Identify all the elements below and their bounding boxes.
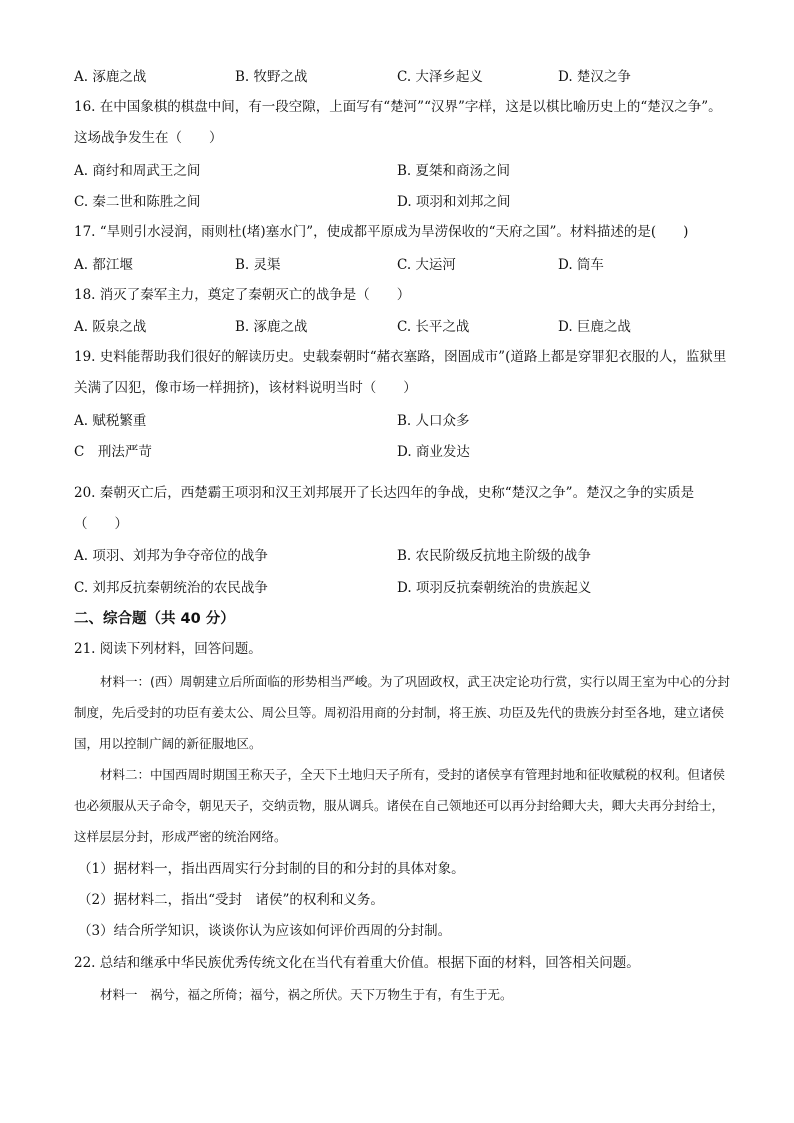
q22-material-1: 材料一 祸兮，福之所倚；福兮，祸之所伏。天下万物生于有，有生于无。 [100,987,513,1002]
q20-option-a: A. 项羽、刘邦为争夺帝位的战争 [74,548,268,564]
q15-option-a: A. 涿鹿之战 [74,69,147,85]
q18-stem: 18. 消灭了秦军主力，奠定了秦朝灭亡的战争是（ ） [74,287,411,303]
q21-subquestion-2: （2）据材料二，指出“受封 诸侯”的权利和义务。 [78,892,384,908]
q17-option-c: C. 大运河 [397,257,456,273]
q20-option-d: D. 项羽反抗秦朝统治的贵族起义 [397,580,592,596]
q18-option-d: D. 巨鹿之战 [558,319,631,335]
q16-option-a: A. 商纣和周武王之间 [74,163,201,179]
q16-option-c: C. 秦二世和陈胜之间 [74,194,201,210]
q18-option-c: C. 长平之战 [397,319,470,335]
q17-option-d: D. 筒车 [558,257,604,273]
q16-option-b: B. 夏桀和商汤之间 [397,163,511,179]
q15-option-b: B. 牧野之战 [235,69,308,85]
q19-stem: 19. 史料能帮助我们很好的解读历史。史载秦朝时“赭衣塞路，囹圄成市”(道路上都是穿罪犯衣服的人，监狱里关满了囚犯，像市场一样拥挤)，该材料说明当时（ ） [74,349,727,396]
q17-stem: 17. “旱则引水浸润，雨则杜(堵)塞水门”，使成都平原成为旱涝保收的“天府之国”。材料描述的是( ) [74,224,689,240]
q19-option-b: B. 人口众多 [397,413,470,429]
q16-option-d: D. 项羽和刘邦之间 [397,194,511,210]
q21-material-1: 材料一：(西）周朝建立后所面临的形势相当严峻。为了巩固政权，武王决定论功行赏，实行以周王室为中心的分封制度，先后受封的功臣有姜太公、周公旦等。周初沿用商的分封制，将王族、功臣及先代的贵族分封至各地，建立诸侯国，用以控制广阔的新征服地区。 [74,674,730,751]
q20-stem: 20. 秦朝灭亡后，西楚霸王项羽和汉王刘邦展开了长达四年的争战，史称“楚汉之争”。楚汉之争的实质是（ ） [74,485,695,532]
q18-option-b: B. 涿鹿之战 [235,319,308,335]
q21-stem: 21. 阅读下列材料，回答问题。 [74,641,262,657]
q16-stem: 16. 在中国象棋的棋盘中间，有一段空隙，上面写有“楚河”“汉界”字样，这是以棋比喻历史上的“楚汉之争”。这场战争发生在（ ） [74,99,722,146]
q17-option-a: A. 都江堰 [74,257,133,273]
q15-option-c: C. 大泽乡起义 [397,69,483,85]
q22-stem: 22. 总结和继承中华民族优秀传统文化在当代有着重大价值。根据下面的材料，回答相关问题。 [74,955,640,971]
q21-material-2: 材料二：中国西周时期国王称天子，全天下土地归天子所有，受封的诸侯享有管理封地和征收赋税的权利。但诸侯也必须服从天子命令，朝见天子，交纳贡物，服从调兵。诸侯在自己领地还可以再分封给卿大夫，卿大夫再分封给士，这样层层分封，形成严密的统治网络。 [74,767,726,844]
q19-option-c: C 刑法严苛 [74,444,152,460]
q20-option-c: C. 刘邦反抗秦朝统治的农民战争 [74,580,268,596]
q17-option-b: B. 灵渠 [235,257,281,273]
q19-option-d: D. 商业发达 [397,444,470,460]
q21-subquestion-1: （1）据材料一，指出西周实行分封制的目的和分封的具体对象。 [78,861,465,877]
q19-option-a: A. 赋税繁重 [74,413,147,429]
q15-option-d: D. 楚汉之争 [558,69,631,85]
q21-subquestion-3: （3）结合所学知识，谈谈你认为应该如何评价西周的分封制。 [78,923,452,939]
q20-option-b: B. 农民阶级反抗地主阶级的战争 [397,548,592,564]
q18-option-a: A. 阪泉之战 [74,319,147,335]
section-title: 二、综合题（共 40 分） [74,611,235,627]
